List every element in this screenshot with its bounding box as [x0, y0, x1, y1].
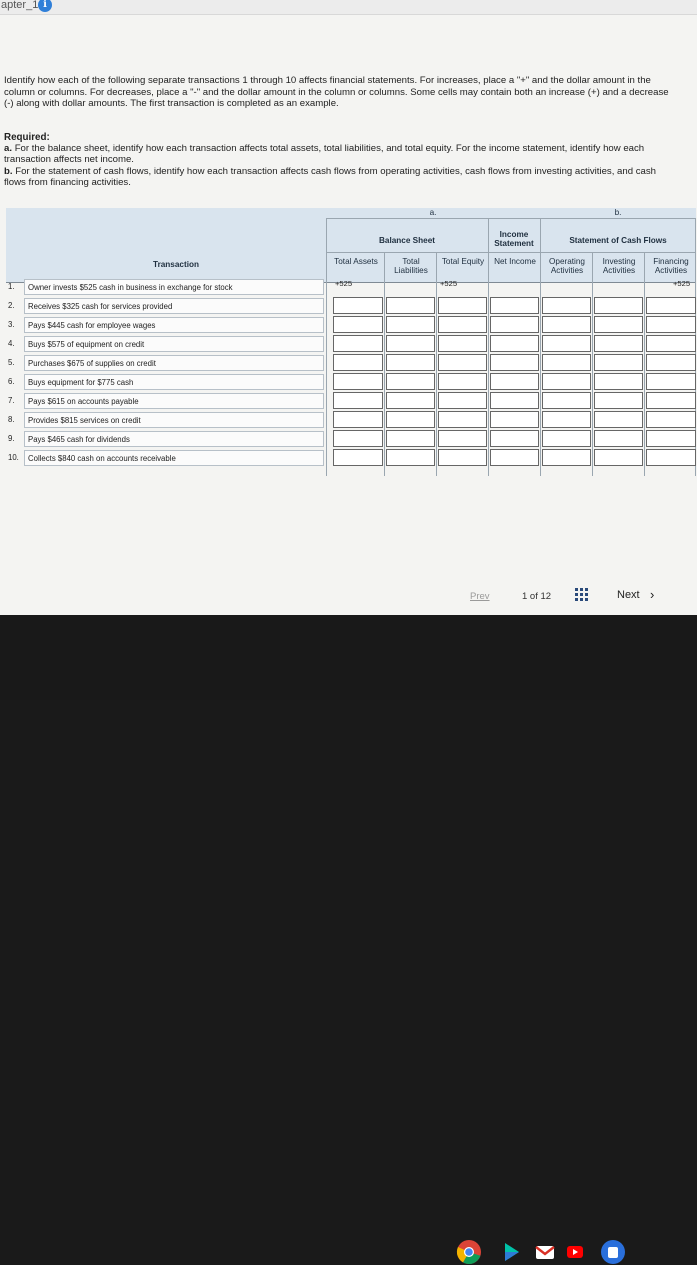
table-row [6, 316, 326, 334]
transaction-label: Buys $575 of equipment on credit [24, 336, 324, 352]
row-number: 10. [8, 453, 19, 462]
answer-input-investing[interactable] [594, 411, 643, 428]
transaction-label: Owner invests $525 cash in business in exchange for stock [24, 279, 324, 295]
row-number: 8. [8, 415, 15, 424]
required-a: a. For the balance sheet, identify how each transaction affects total assets, total liabilities, and total equity. For the income statement, identify how each transaction affects net income. [4, 143, 645, 166]
answer-input-liabilities[interactable] [386, 297, 435, 314]
answer-input-liabilities[interactable] [386, 316, 435, 333]
table-row [6, 297, 326, 315]
transaction-label: Purchases $675 of supplies on credit [24, 355, 324, 371]
prev-button[interactable]: Prev [470, 591, 490, 602]
col-investing: Investing Activities [602, 257, 636, 275]
answer-input-investing[interactable] [594, 449, 643, 466]
transaction-label: Pays $615 on accounts payable [24, 393, 324, 409]
answer-input-operating[interactable] [542, 430, 591, 447]
answer-input-financing[interactable] [646, 335, 696, 352]
table-row [6, 373, 326, 391]
gmail-icon[interactable] [532, 1239, 558, 1265]
answer-input-financing[interactable] [646, 430, 696, 447]
row-number: 3. [8, 320, 15, 329]
answer-input-equity[interactable] [438, 297, 487, 314]
answer-input-liabilities[interactable] [386, 392, 435, 409]
answer-input-liabilities[interactable] [386, 449, 435, 466]
answer-input-financing[interactable] [646, 449, 696, 466]
answer-input-operating[interactable] [542, 335, 591, 352]
answer-input-assets[interactable] [333, 449, 383, 466]
table-row [6, 411, 326, 429]
answer-input-income[interactable] [490, 449, 539, 466]
transaction-label: Pays $445 cash for employee wages [24, 317, 324, 333]
answer-input-investing[interactable] [594, 297, 643, 314]
col-net-income: Net Income [494, 257, 536, 266]
chevron-right-icon[interactable]: › [650, 587, 655, 602]
row-number: 5. [8, 358, 15, 367]
answer-input-financing[interactable] [646, 316, 696, 333]
answer-input-assets[interactable] [333, 430, 383, 447]
answer-input-equity[interactable] [438, 316, 487, 333]
answer-input-equity[interactable] [438, 411, 487, 428]
transaction-header: Transaction [153, 260, 199, 269]
row-number: 7. [8, 396, 15, 405]
grid-icon[interactable] [575, 588, 589, 602]
answer-input-equity[interactable] [438, 392, 487, 409]
answer-input-income[interactable] [490, 335, 539, 352]
table-row [6, 278, 326, 296]
answer-input-operating[interactable] [542, 411, 591, 428]
transaction-label: Pays $465 cash for dividends [24, 431, 324, 447]
col-total-assets: Total Assets [334, 257, 378, 266]
col-financing: Financing Activities [653, 257, 689, 275]
answer-input-operating[interactable] [542, 316, 591, 333]
answer-input-investing[interactable] [594, 430, 643, 447]
row-number: 2. [8, 301, 15, 310]
answer-input-investing[interactable] [594, 316, 643, 333]
answer-input-assets[interactable] [333, 411, 383, 428]
youtube-icon[interactable] [562, 1239, 588, 1265]
transaction-label: Receives $325 cash for services provided [24, 298, 324, 314]
info-icon[interactable]: i [38, 0, 52, 12]
taskbar [0, 615, 697, 700]
cash-flows-header: Statement of Cash Flows [569, 236, 667, 245]
example-value-assets: +525 [335, 279, 353, 288]
balance-sheet-header: Balance Sheet [379, 236, 435, 245]
answer-input-equity[interactable] [438, 354, 487, 371]
answer-input-operating[interactable] [542, 354, 591, 371]
answer-input-equity[interactable] [438, 373, 487, 390]
answer-input-income[interactable] [490, 411, 539, 428]
top-bar [0, 0, 697, 15]
answer-input-income[interactable] [490, 430, 539, 447]
answer-input-income[interactable] [490, 316, 539, 333]
answer-input-assets[interactable] [333, 297, 383, 314]
assignment-screen [0, 0, 697, 615]
answer-input-equity[interactable] [438, 430, 487, 447]
required-b: b. For the statement of cash flows, identify how each transaction affects cash flows from operating activities, cash flows from investing activities, and cash flows from financing activities. [4, 166, 656, 189]
answer-input-investing[interactable] [594, 373, 643, 390]
answer-input-equity[interactable] [438, 335, 487, 352]
files-icon[interactable] [600, 1239, 626, 1265]
table-row [6, 430, 326, 448]
answer-input-liabilities[interactable] [386, 411, 435, 428]
answer-input-assets[interactable] [333, 316, 383, 333]
answer-input-financing[interactable] [646, 411, 696, 428]
transaction-label: Buys equipment for $775 cash [24, 374, 324, 390]
table-row [6, 449, 326, 467]
answer-input-liabilities[interactable] [386, 335, 435, 352]
answer-input-assets[interactable] [333, 373, 383, 390]
answer-input-income[interactable] [490, 354, 539, 371]
row-number: 1. [8, 282, 15, 291]
answer-input-operating[interactable] [542, 449, 591, 466]
chrome-icon[interactable] [456, 1239, 482, 1265]
required-heading: Required: [4, 132, 50, 143]
answer-input-liabilities[interactable] [386, 373, 435, 390]
example-value-equity: +525 [440, 279, 458, 288]
answer-input-assets[interactable] [333, 335, 383, 352]
col-total-liabilities: Total Liabilities [394, 257, 428, 275]
income-statement-header: Income Statement [494, 230, 534, 248]
row-number: 6. [8, 377, 15, 386]
part-a-label: a. [429, 208, 437, 217]
answer-input-investing[interactable] [594, 392, 643, 409]
col-operating: Operating Activities [549, 257, 585, 275]
row-number: 9. [8, 434, 15, 443]
answer-input-assets[interactable] [333, 354, 383, 371]
table-row [6, 392, 326, 410]
table-row [6, 335, 326, 353]
page-indicator: 1 of 12 [522, 591, 552, 602]
transaction-label: Collects $840 cash on accounts receivable [24, 450, 324, 466]
row-number: 4. [8, 339, 15, 348]
answer-input-financing[interactable] [646, 392, 696, 409]
answer-input-operating[interactable] [542, 392, 591, 409]
answer-input-financing[interactable] [646, 373, 696, 390]
next-button[interactable]: Next [617, 589, 640, 601]
answer-input-financing[interactable] [646, 297, 696, 314]
answer-input-income[interactable] [490, 373, 539, 390]
transaction-label: Provides $815 services on credit [24, 412, 324, 428]
table-row [6, 354, 326, 372]
answer-input-operating[interactable] [542, 297, 591, 314]
answer-input-income[interactable] [490, 392, 539, 409]
answer-input-financing[interactable] [646, 354, 696, 371]
play-store-icon[interactable] [498, 1239, 524, 1265]
instructions: Identify how each of the following separate transactions 1 through 10 affects financial statements. For increases, place a "+" and the dollar amount in the column or columns. For decreases, place a "-" and the dollar amount in the column or columns. Some cells may contain both an increase (+) and a decrease (-) along with dollar amounts. The first transaction is completed as an example. [4, 75, 669, 109]
answer-input-equity[interactable] [438, 449, 487, 466]
example-value-financing: +525 [673, 279, 691, 288]
answer-input-operating[interactable] [542, 373, 591, 390]
answer-input-liabilities[interactable] [386, 430, 435, 447]
answer-input-income[interactable] [490, 297, 539, 314]
part-b-label: b. [614, 208, 622, 217]
answer-input-investing[interactable] [594, 335, 643, 352]
chapter-title: apter_1 [1, 0, 39, 11]
col-total-equity: Total Equity [441, 257, 485, 266]
answer-input-liabilities[interactable] [386, 354, 435, 371]
answer-input-investing[interactable] [594, 354, 643, 371]
answer-input-assets[interactable] [333, 392, 383, 409]
